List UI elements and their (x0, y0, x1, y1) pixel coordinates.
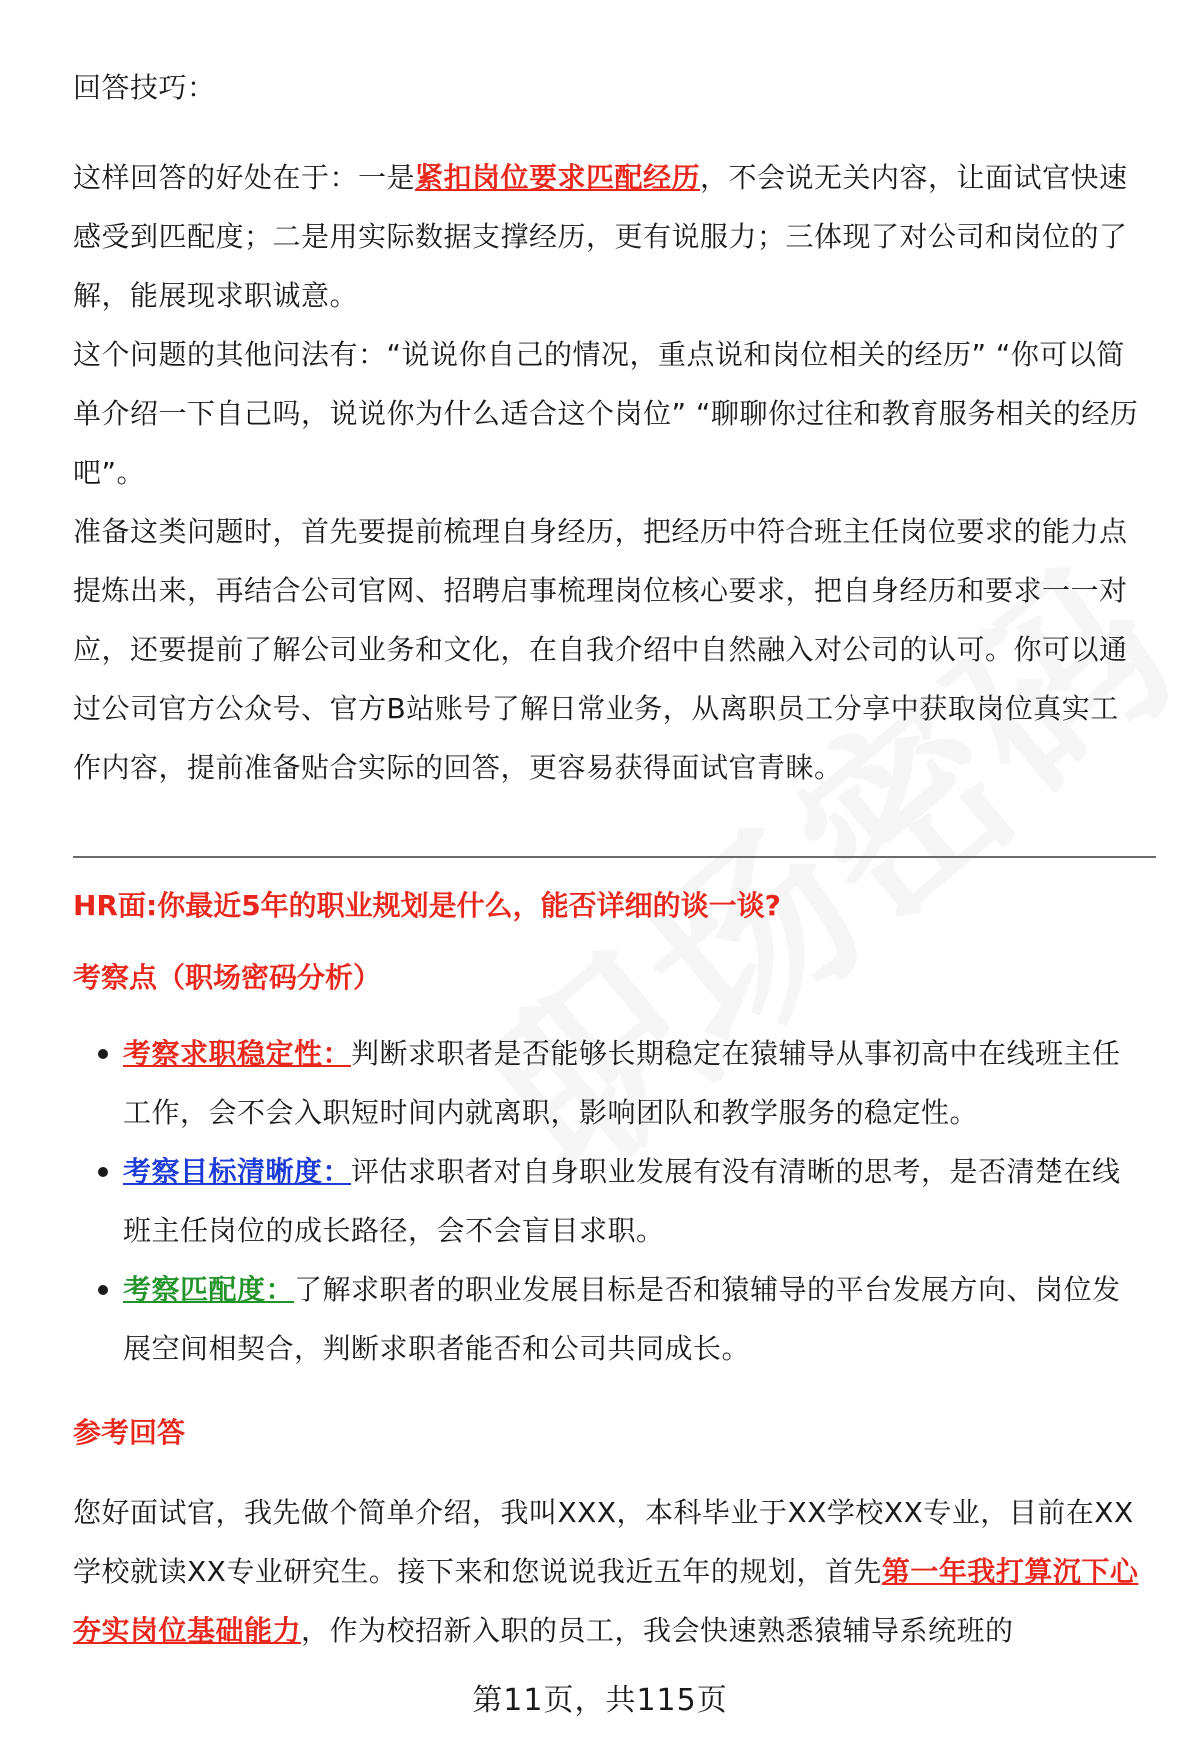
bullet-text: 判断求职者是否能够长期稳定在猿辅导从事初高中在线班主任工作，会不会入职短时间内就离职，影响团队和教学服务的稳定性。 (123, 1037, 1121, 1129)
page-number-footer: 第11页，共115页 (472, 1683, 728, 1718)
section-heading-tips: 回答技巧： (73, 71, 216, 104)
answer-suffix: ，作为校招新入职的员工，我会快速熟悉猿辅导系统班的 (301, 1614, 1014, 1647)
bullet-text: 评估求职者对自身职业发展有没有清晰的思考，是否清楚在线班主任岗位的成长路径，会不会盲目求职。 (123, 1155, 1121, 1247)
question-title: HR面:你最近5年的职业规划是什么，能否详细的谈一谈? (73, 889, 781, 922)
bullet-text: 了解求职者的职业发展目标是否和猿辅导的平台发展方向、岗位发展空间相契合，判断求职者能否和公司共同成长。 (123, 1273, 1121, 1365)
benefits-suffix: ，不会说无关内容，让面试官快速感受到匹配度；二是用实际数据支撑经历，更有说服力；三体现了对公司和岗位的了解，能展现求职诚意。 (73, 161, 1128, 312)
bullet-key: 考察目标清晰度： (123, 1155, 352, 1188)
reference-answer-title: 参考回答 (73, 1416, 186, 1449)
benefits-highlight: 紧扣岗位要求匹配经历 (415, 161, 701, 194)
paragraph-benefits (73, 148, 1146, 325)
reference-answer-body (73, 1483, 1146, 1660)
paragraph-answer (73, 1483, 1146, 1660)
focus-points-list (123, 1024, 1146, 1378)
bullet-icon (98, 1049, 108, 1059)
tips-body (73, 148, 1146, 797)
paragraph-preparation: 准备这类问题时，首先要提前梳理自身经历，把经历中符合班主任岗位要求的能力点提炼出来，再结合公司官网、招聘启事梳理岗位核心要求，把自身经历和要求一一对应，还要提前了解公司业务和文化，在自我介绍中自然融入对公司的认可。你可以通过公司官方公众号、官方B站账号了解日常业务，从离职员工分享中获取岗位真实工作内容，提前准备贴合实际的回答，更容易获得面试官青睐。 (73, 515, 1128, 784)
bullet-icon (98, 1285, 108, 1295)
section-divider (73, 856, 1156, 858)
list-item (123, 1024, 1146, 1142)
focus-points-title: 考察点（职场密码分析） (73, 961, 382, 994)
list-item (123, 1260, 1146, 1378)
bullet-key: 考察匹配度： (123, 1273, 295, 1306)
list-item (123, 1142, 1146, 1260)
paragraph-alternative-questions: 这个问题的其他问法有：“说说你自己的情况，重点说和岗位相关的经历” “你可以简单介绍一下自己吗，说说你为什么适合这个岗位” “聊聊你过往和教育服务相关的经历吧”。 (73, 338, 1139, 489)
bullet-icon (98, 1167, 108, 1177)
answer-prefix: 您好面试官，我先做个简单介绍，我叫XXX，本科毕业于XX学校XX专业，目前在XX学校就读XX专业研究生。接下来和您说说我近五年的规划，首先 (73, 1496, 1134, 1588)
bullet-key: 考察求职稳定性： (123, 1037, 352, 1070)
answer-highlight: 第一年我打算沉下心夯实岗位基础能力 (73, 1555, 1139, 1647)
benefits-prefix: 这样回答的好处在于：一是 (73, 161, 416, 194)
